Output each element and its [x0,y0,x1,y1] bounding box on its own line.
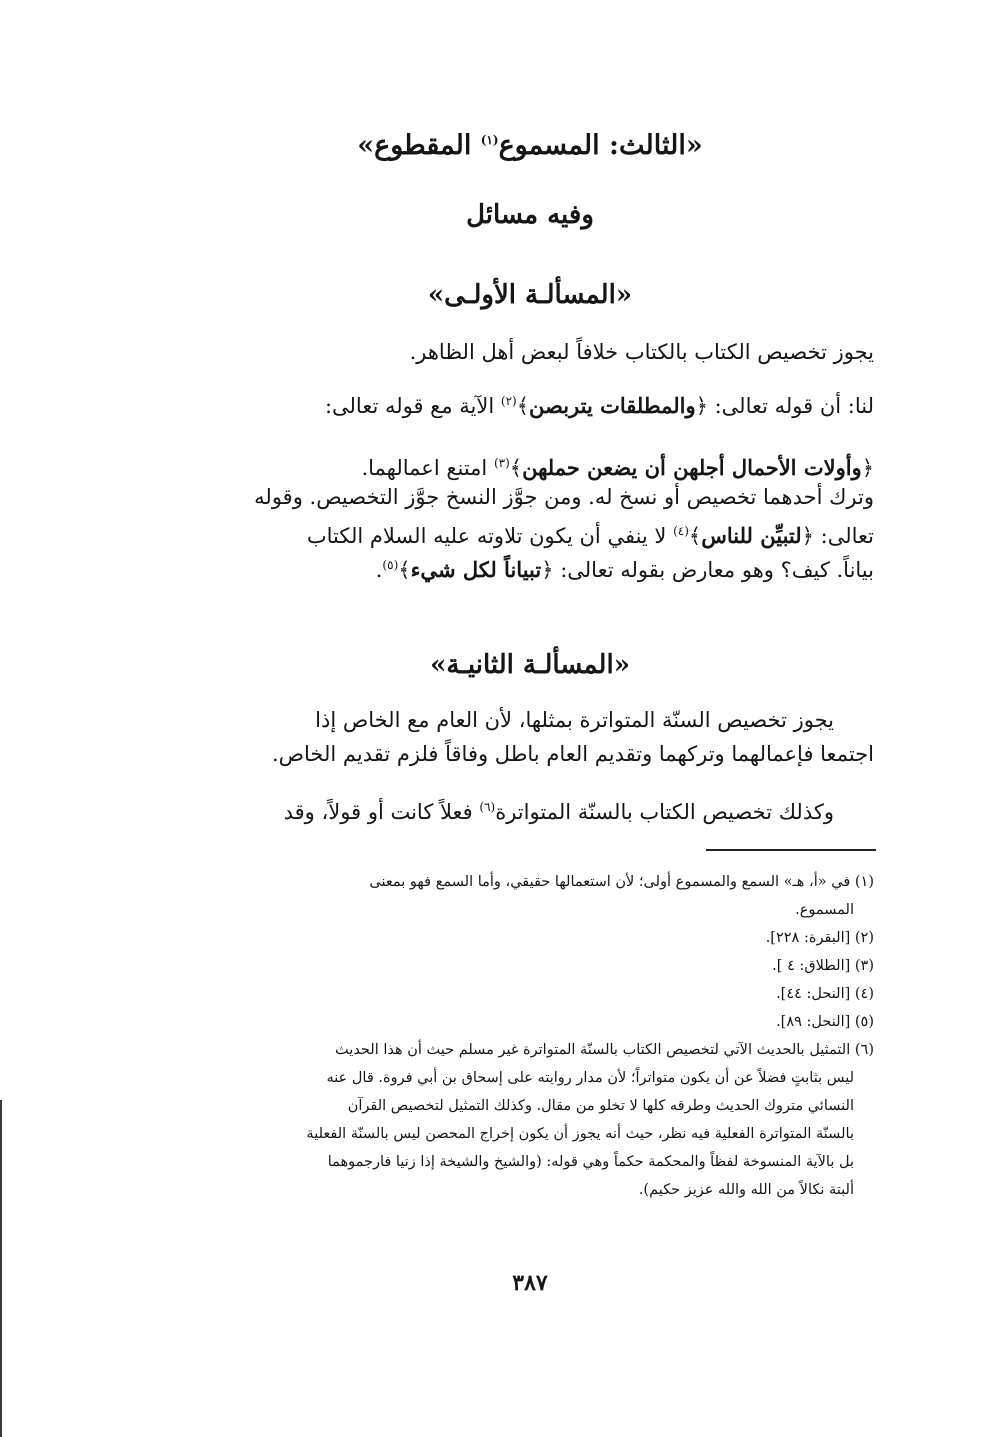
chapter-heading-text: «الثالث: المسموع [498,130,703,161]
footnote-ref: (٣) [493,456,510,470]
chapter-heading [180,130,880,161]
footnote-1-cont: المسموع. [795,902,854,918]
paragraph-3 [188,446,874,582]
text-span: ﴿ [861,456,874,480]
footnote-ref: (٦) [479,800,496,814]
footnote-6-cont: بالسنّة المتواترة الفعلية فيه نظر، حيث أنه يجوز أن يكون إخراج المحصن ليس بالسنّة الفعلية [306,1126,854,1142]
text-span: لا ينفي أن يكون تلاوته عليه السلام الكتاب [306,524,674,548]
footnote-ref: (٢) [500,394,517,408]
text-span: . [375,558,383,582]
page-edge-line [0,1100,2,1437]
text-span: ﴾ [509,456,523,480]
footnote-6-cont: ليس بثابتٍ فضلاً عن أن يكون متواتراً؛ لأن مدار روايته على إسحاق بن أبي فروة. قال عنه [326,1070,854,1086]
quran-verse: تبياناً لكل شيء [410,557,542,582]
paragraph-4-line-2: اجتمعا فإعمالهما وتركهما وتقديم العام باطل وفاقاً فلزم تقديم الخاص. [271,742,874,766]
section-title-1: «المسألـة الأولـى» [427,280,633,310]
paragraph-3-line-4 [188,548,874,582]
text-span: فعلاً كانت أو قولاً، وقد [283,800,480,824]
text-span: ﴾ [398,558,411,582]
sub-heading: وفيه مسائل [466,200,594,230]
paragraph-4 [188,703,874,771]
quran-verse: والمطلقات يتربصن [529,393,696,418]
footnote-5: (٥) [النحل: ٨٩]. [776,1014,874,1030]
page-number: ٣٨٧ [512,1270,548,1296]
footnotes [188,868,874,1204]
text-span: امتنع اعمالهما. [361,456,494,480]
chapter-heading-text: المقطوع» [357,130,481,161]
footnote-2: (٢) [البقرة: ٢٢٨]. [765,930,874,946]
paragraph-2 [325,393,874,418]
footnote-ref: (١) [480,133,499,147]
footnote-ref: (٥) [382,558,399,572]
quran-verse: لتبيِّن للناس [701,523,802,548]
text-span: تعالى: ﴿ [801,524,874,548]
text-span: ﴾ [516,394,530,418]
paragraph-3-line-3 [188,514,874,548]
footnote-4: (٤) [النحل: ٤٤]. [776,986,874,1002]
quran-verse: وأولات الأحمال أجلهن أن يضعن حملهن [522,455,862,480]
footnote-6: (٦) التمثيل بالحديث الآتي لتخصيص الكتاب بالسنّة المتواترة غير مسلم حيث أن هذا الحديث [335,1042,874,1058]
text-span: بياناً. كيف؟ وهو معارض بقوله تعالى: ﴿ [541,558,874,582]
text-span: ﴾ [688,524,702,548]
footnote-6-cont: النسائي متروك الحديث وطرقه كلها لا تخلو من مقال. وكذلك التمثيل لتخصيص القرآن [347,1098,854,1114]
text-span: الآية مع قوله تعالى: [324,394,501,418]
section-title-2: «المسألـة الثانيـة» [430,650,630,680]
footnote-separator [706,849,876,851]
paragraph-1: يجوز تخصيص الكتاب بالكتاب خلافاً لبعض أهل الظاهر. [409,340,874,364]
paragraph-4-line-1: يجوز تخصيص السنّة المتواترة بمثلها، لأن العام مع الخاص إذا [315,708,834,732]
text-span: وكذلك تخصيص الكتاب بالسنّة المتواترة [495,800,834,824]
paragraph-3-line-2: وترك أحدهما تخصيص أو نسخ له. ومن جوَّز النسخ جوَّز التخصيص. وقوله [254,485,874,509]
footnote-ref: (٤) [673,524,689,538]
text-span: لنا: أن قوله تعالى: ﴿ [695,394,874,418]
footnote-3: (٣) [الطلاق: ٤ ]. [772,958,874,974]
footnote-6-cont: بل بالآية المنسوخة لفظاً والمحكمة حكماً وهي قوله: (والشيخ والشيخة إذا زنيا فارجموهما [327,1154,854,1170]
paragraph-5 [284,800,834,824]
footnote-1: (١) في «أ، هـ» السمع والمسموع أولى؛ لأن استعمالها حقيقي، وأما السمع فهو بمعنى [369,874,874,890]
footnote-6-cont: ألبتة نكالاً من الله والله عزيز حكيم). [638,1182,854,1198]
paragraph-3-line-1 [188,446,874,480]
